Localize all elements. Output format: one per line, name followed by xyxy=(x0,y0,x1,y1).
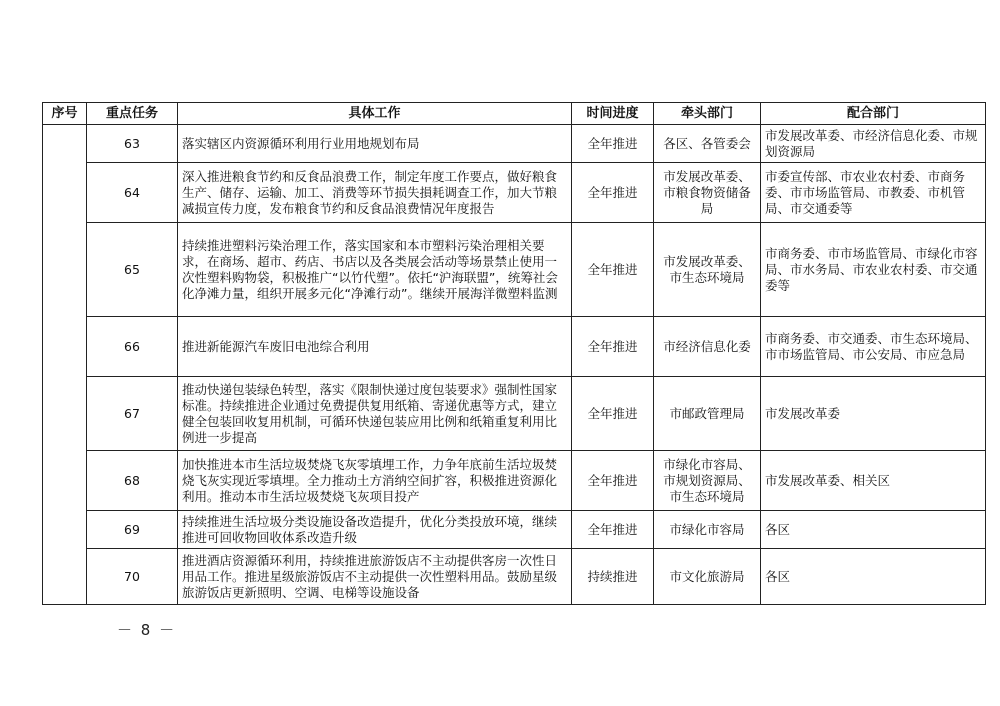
page-number: － 8 － xyxy=(117,621,177,639)
row-lead: 市经济信息化委 xyxy=(654,317,761,377)
row-coop: 市发展改革委 xyxy=(761,377,986,451)
row-lead: 市绿化市容局、市规划资源局、市生态环境局 xyxy=(654,451,761,511)
header-seq: 序号 xyxy=(43,103,87,125)
table-row xyxy=(43,223,986,317)
row-lead: 市绿化市容局 xyxy=(654,511,761,549)
row-no: 66 xyxy=(87,317,178,377)
row-coop: 市发展改革委、相关区 xyxy=(761,451,986,511)
row-time: 全年推进 xyxy=(572,377,654,451)
row-lead: 市发展改革委、市粮食物资储备局 xyxy=(654,163,761,223)
header-coop: 配合部门 xyxy=(761,103,986,125)
seq-cell-empty xyxy=(43,125,87,605)
row-no: 64 xyxy=(87,163,178,223)
table-row xyxy=(43,317,986,377)
row-time: 全年推进 xyxy=(572,317,654,377)
row-work: 加快推进本市生活垃圾焚烧飞灰零填埋工作，力争年底前生活垃圾焚烧飞灰实现近零填埋。全力推动土方消纳空间扩容，积极推进资源化利用。推动本市生活垃圾焚烧飞灰项目投产 xyxy=(178,451,572,511)
row-no: 65 xyxy=(87,223,178,317)
row-time: 全年推进 xyxy=(572,451,654,511)
row-time: 全年推进 xyxy=(572,163,654,223)
row-time: 全年推进 xyxy=(572,511,654,549)
row-work: 持续推进塑料污染治理工作，落实国家和本市塑料污染治理相关要求，在商场、超市、药店、书店以及各类展会活动等场景禁止使用一次性塑料购物袋，积极推广“以竹代塑”。依托“沪海联盟”，统筹社会化净滩力量，组织开展多元化“净滩行动”。继续开展海洋微塑料监测 xyxy=(178,223,572,317)
table-row xyxy=(43,163,986,223)
row-work: 落实辖区内资源循环利用行业用地规划布局 xyxy=(178,125,572,163)
row-work: 深入推进粮食节约和反食品浪费工作，制定年度工作要点，做好粮食生产、储存、运输、加工、消费等环节损失損耗调查工作，加大节粮减损宣传力度，发布粮食节约和反食品浪费情况年度报告 xyxy=(178,163,572,223)
row-no: 70 xyxy=(87,549,178,605)
task-table xyxy=(42,102,986,605)
row-coop: 市发展改革委、市经济信息化委、市规划资源局 xyxy=(761,125,986,163)
row-coop: 市商务委、市交通委、市生态环境局、市市场监管局、市公安局、市应急局 xyxy=(761,317,986,377)
table-row xyxy=(43,125,986,163)
row-work: 推进酒店资源循环利用，持续推进旅游饭店不主动提供客房一次性日用品工作。推进星级旅游饭店不主动提供一次性塑料用品。鼓励星级旅游饭店更新照明、空调、电梯等设施设备 xyxy=(178,549,572,605)
row-time: 全年推进 xyxy=(572,223,654,317)
header-lead: 牵头部门 xyxy=(654,103,761,125)
row-time: 全年推进 xyxy=(572,125,654,163)
header-time: 时间进度 xyxy=(572,103,654,125)
row-work: 持续推进生活垃圾分类设施设备改造提升，优化分类投放环境，继续推进可回收物回收体系改造升级 xyxy=(178,511,572,549)
header-work: 具体工作 xyxy=(178,103,572,125)
row-work: 推动快递包装绿色转型，落实《限制快递过度包装要求》强制性国家标准。持续推进企业通过免费提供复用纸箱、寄递优惠等方式，建立健全包装回收复用机制，可循环快递包装应用比例和纸箱重复利用比例进一步提高 xyxy=(178,377,572,451)
row-lead: 市邮政管理局 xyxy=(654,377,761,451)
table-row xyxy=(43,451,986,511)
row-lead: 市文化旅游局 xyxy=(654,549,761,605)
row-no: 63 xyxy=(87,125,178,163)
table-row xyxy=(43,377,986,451)
row-time: 持续推进 xyxy=(572,549,654,605)
row-work: 推进新能源汽车废旧电池综合利用 xyxy=(178,317,572,377)
row-no: 69 xyxy=(87,511,178,549)
header-task: 重点任务 xyxy=(87,103,178,125)
table-header-row xyxy=(43,103,986,125)
table-row xyxy=(43,549,986,605)
row-lead: 市发展改革委、市生态环境局 xyxy=(654,223,761,317)
row-coop: 各区 xyxy=(761,549,986,605)
row-no: 68 xyxy=(87,451,178,511)
row-coop: 各区 xyxy=(761,511,986,549)
table-row xyxy=(43,511,986,549)
row-no: 67 xyxy=(87,377,178,451)
row-lead: 各区、各管委会 xyxy=(654,125,761,163)
row-coop: 市委宣传部、市农业农村委、市商务委、市市场监管局、市教委、市机管局、市交通委等 xyxy=(761,163,986,223)
row-coop: 市商务委、市市场监管局、市绿化市容局、市水务局、市农业农村委、市交通委等 xyxy=(761,223,986,317)
